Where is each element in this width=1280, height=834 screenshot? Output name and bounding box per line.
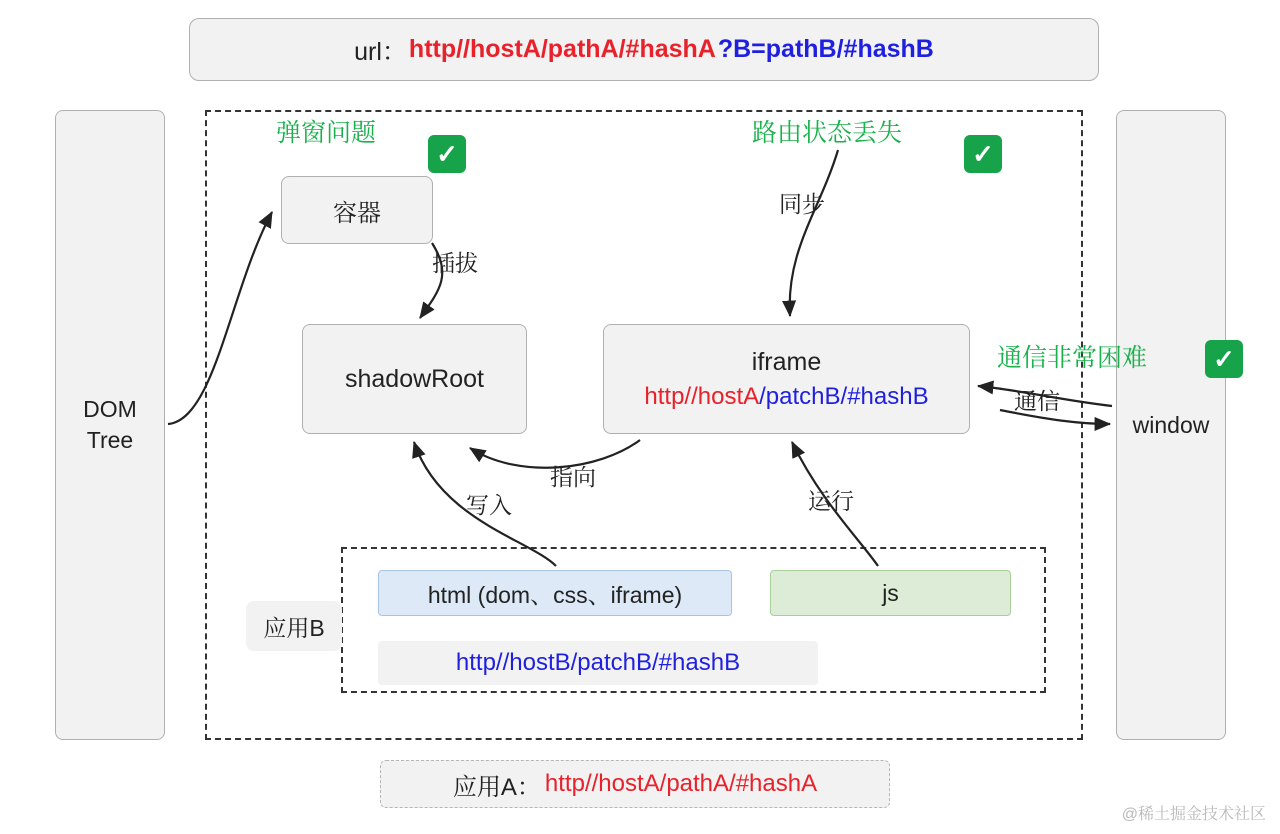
dom-tree-node [55, 110, 165, 740]
edge-label-point-to: 指向 [550, 464, 596, 490]
url-label: url： [354, 37, 407, 66]
app-a-footer-label: 应用A： [452, 773, 541, 801]
note-communication-hard: 通信非常困难 [997, 344, 1148, 372]
dom-tree-line-1: DOM [83, 395, 137, 422]
watermark: @稀土掘金技术社区 [1121, 806, 1266, 823]
html-node-label: html (dom、css、iframe) [427, 581, 683, 608]
check-icon-communication: ✓ [1205, 340, 1243, 378]
host-b-url [378, 641, 818, 685]
js-node-label: js [882, 579, 899, 606]
app-a-footer [380, 760, 890, 808]
edge-label-pluggable: 插拔 [432, 250, 478, 276]
url-blue-part: ?B=pathB/#hashB [717, 35, 934, 63]
window-label: window [1132, 411, 1210, 438]
html-node [378, 570, 732, 616]
app-a-footer-url: http//hostA/pathA/#hashA [544, 770, 818, 797]
window-node [1116, 110, 1226, 740]
edge-label-write: 写入 [466, 492, 512, 518]
app-b-label-text: 应用B [263, 614, 325, 641]
iframe-url-host: http//hostA [644, 382, 760, 410]
iframe-url [644, 383, 928, 411]
shadow-root-node [302, 324, 527, 434]
edge-label-sync: 同步 [779, 191, 825, 217]
container-label: 容器 [333, 199, 381, 227]
edge-label-run: 运行 [808, 488, 854, 514]
shadow-root-label: shadowRoot [345, 364, 484, 393]
check-icon-popup: ✓ [428, 135, 466, 173]
note-popup-problem: 弹窗问题 [276, 119, 377, 147]
container-node [281, 176, 433, 244]
note-route-state-lost: 路由状态丢失 [752, 119, 903, 147]
dom-tree-line-2: Tree [86, 427, 134, 453]
iframe-node [603, 324, 970, 434]
host-b-url-text: http//hostB/patchB/#hashB [455, 649, 741, 676]
app-b-label [246, 601, 342, 651]
edge-label-communicate: 通信 [1014, 388, 1060, 414]
iframe-url-path: /patchB/#hashB [759, 382, 929, 410]
iframe-title: iframe [751, 347, 822, 376]
js-node [770, 570, 1011, 616]
url-red-part: http//hostA/pathA/#hashA [408, 35, 716, 63]
url-bar [189, 18, 1099, 81]
check-icon-route: ✓ [964, 135, 1002, 173]
